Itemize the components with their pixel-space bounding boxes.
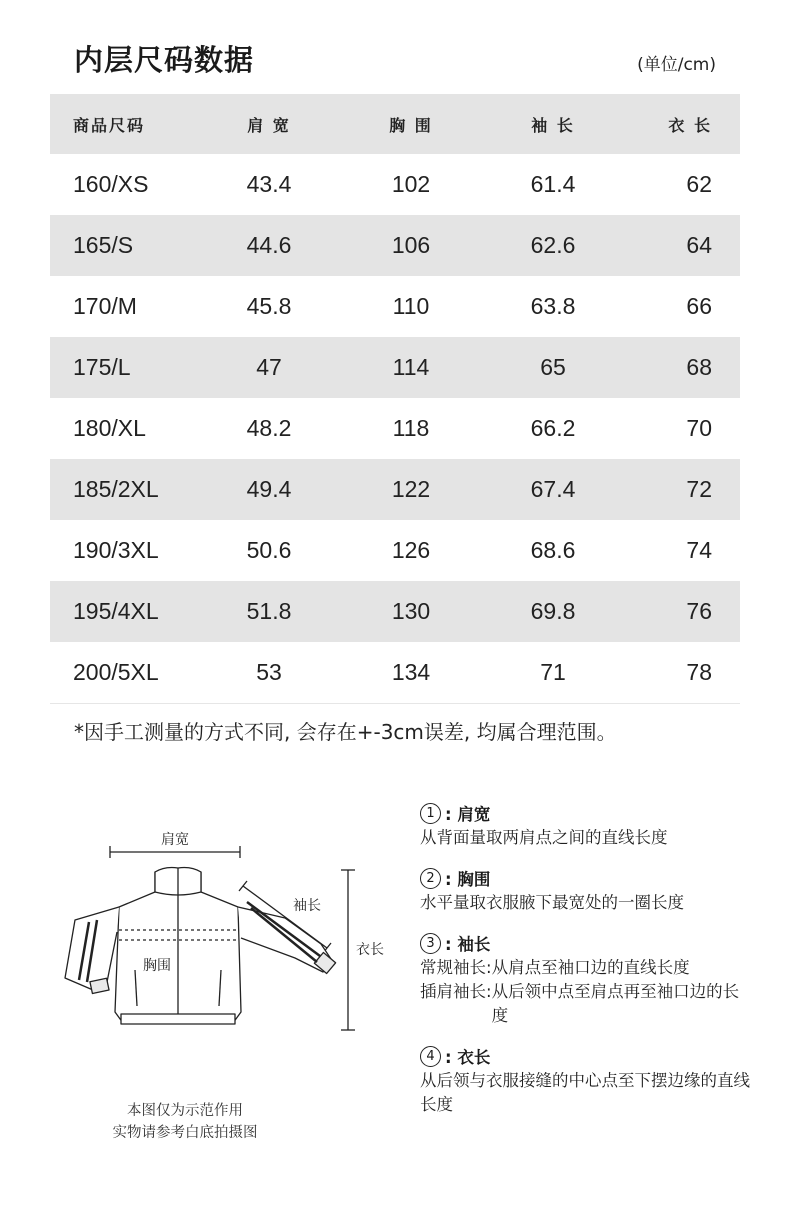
cell-chest: 118 — [392, 415, 430, 441]
cell-length: 76 — [686, 598, 712, 624]
guide-item-chest — [420, 865, 750, 915]
table-row — [50, 642, 740, 703]
guide-item-sleeve — [420, 930, 750, 1028]
cell-chest: 122 — [391, 476, 431, 502]
cell-sleeve: 67.4 — [530, 476, 576, 502]
diagram-label-shoulder: 肩宽 — [161, 832, 189, 848]
unit-label: (单位/cm) — [637, 55, 716, 75]
guide-key: 插肩袖长: — [420, 982, 492, 1001]
cell-shoulder: 47 — [256, 354, 282, 380]
measurement-guide — [420, 800, 750, 1132]
number-4-icon: 4 — [420, 1046, 441, 1067]
cell-size: 180/XL — [73, 415, 146, 441]
cell-size: 190/3XL — [73, 537, 159, 563]
table-row — [50, 337, 740, 398]
cell-size: 200/5XL — [73, 659, 159, 685]
guide-item-length — [420, 1043, 750, 1117]
cell-chest: 102 — [391, 171, 431, 197]
cell-sleeve: 69.8 — [530, 598, 576, 624]
cell-sleeve: 63.8 — [530, 293, 576, 319]
diagram-caption: 本图仅为示范作用 实物请参考白底拍摄图 — [112, 1103, 258, 1141]
cell-length: 62 — [686, 171, 712, 197]
cell-chest: 126 — [391, 537, 431, 563]
cell-length: 74 — [686, 537, 712, 563]
header-chest: 胸 围 — [389, 115, 433, 135]
cell-length: 78 — [686, 659, 712, 685]
cell-chest: 114 — [392, 354, 430, 380]
diagram-label-chest: 胸围 — [143, 958, 171, 974]
cell-length: 64 — [686, 232, 712, 258]
jacket-diagram — [55, 820, 400, 1070]
cell-size: 160/XS — [73, 171, 149, 197]
size-table — [50, 94, 740, 703]
cell-shoulder: 53 — [256, 659, 282, 685]
cell-size: 185/2XL — [73, 476, 159, 502]
cell-sleeve: 68.6 — [530, 537, 576, 563]
table-row — [50, 459, 740, 520]
cell-sleeve: 71 — [540, 659, 566, 685]
measurement-note: *因手工测量的方式不同, 会存在+-3cm误差, 均属合理范围。 — [74, 720, 617, 744]
guide-item-shoulder — [420, 800, 750, 850]
table-row — [50, 215, 740, 276]
cell-shoulder: 51.8 — [246, 598, 292, 624]
cell-chest: 134 — [391, 659, 431, 685]
guide-text: 水平量取衣服腋下最宽处的一圈长度 — [420, 893, 684, 912]
header-shoulder: 肩 宽 — [247, 115, 291, 135]
cell-shoulder: 50.6 — [246, 537, 292, 563]
cell-sleeve: 62.6 — [530, 232, 576, 258]
cell-shoulder: 43.4 — [246, 171, 292, 197]
cell-chest: 110 — [392, 293, 430, 319]
number-2-icon: 2 — [420, 868, 441, 889]
header-length: 衣 长 — [668, 115, 712, 135]
table-row — [50, 520, 740, 581]
cell-size: 165/S — [73, 232, 134, 258]
table-row — [50, 276, 740, 337]
cell-length: 68 — [686, 354, 712, 380]
header-size: 商品尺码 — [73, 115, 146, 135]
cell-length: 70 — [686, 415, 712, 441]
table-row — [50, 154, 740, 215]
guide-key: 常规袖长: — [420, 958, 492, 977]
page-title: 内层尺码数据 — [74, 43, 255, 77]
diagram-label-sleeve: 袖长 — [293, 898, 321, 914]
number-1-icon: 1 — [420, 803, 441, 824]
guide-label: : 衣长 — [445, 1048, 491, 1067]
header-sleeve: 袖 长 — [531, 115, 575, 135]
cell-size: 175/L — [73, 354, 131, 380]
guide-text: 从肩点至袖口边的直线长度 — [491, 958, 690, 977]
table-header-row — [50, 94, 740, 154]
cell-length: 72 — [686, 476, 712, 502]
cell-length: 66 — [686, 293, 712, 319]
divider — [50, 703, 740, 704]
cell-size: 195/4XL — [73, 598, 159, 624]
table-row — [50, 581, 740, 642]
cell-chest: 106 — [391, 232, 431, 258]
cell-sleeve: 66.2 — [530, 415, 576, 441]
cell-size: 170/M — [73, 293, 137, 319]
cell-sleeve: 61.4 — [530, 171, 576, 197]
guide-label: : 袖长 — [445, 935, 491, 954]
guide-text: 从后领中点至肩点再至袖口边的长度 — [491, 982, 740, 1025]
cell-sleeve: 65 — [540, 354, 566, 380]
cell-shoulder: 49.4 — [246, 476, 292, 502]
cell-shoulder: 48.2 — [246, 415, 292, 441]
cell-shoulder: 45.8 — [246, 293, 292, 319]
guide-label: : 肩宽 — [445, 805, 491, 824]
number-3-icon: 3 — [420, 933, 441, 954]
guide-text: 从背面量取两肩点之间的直线长度 — [420, 828, 668, 847]
diagram-label-length: 衣长 — [356, 942, 384, 958]
guide-label: : 胸围 — [445, 870, 491, 889]
cell-chest: 130 — [391, 598, 431, 624]
table-row — [50, 398, 740, 459]
guide-text: 从后领与衣服接缝的中心点至下摆边缘的直线长度 — [420, 1071, 750, 1114]
cell-shoulder: 44.6 — [246, 232, 292, 258]
